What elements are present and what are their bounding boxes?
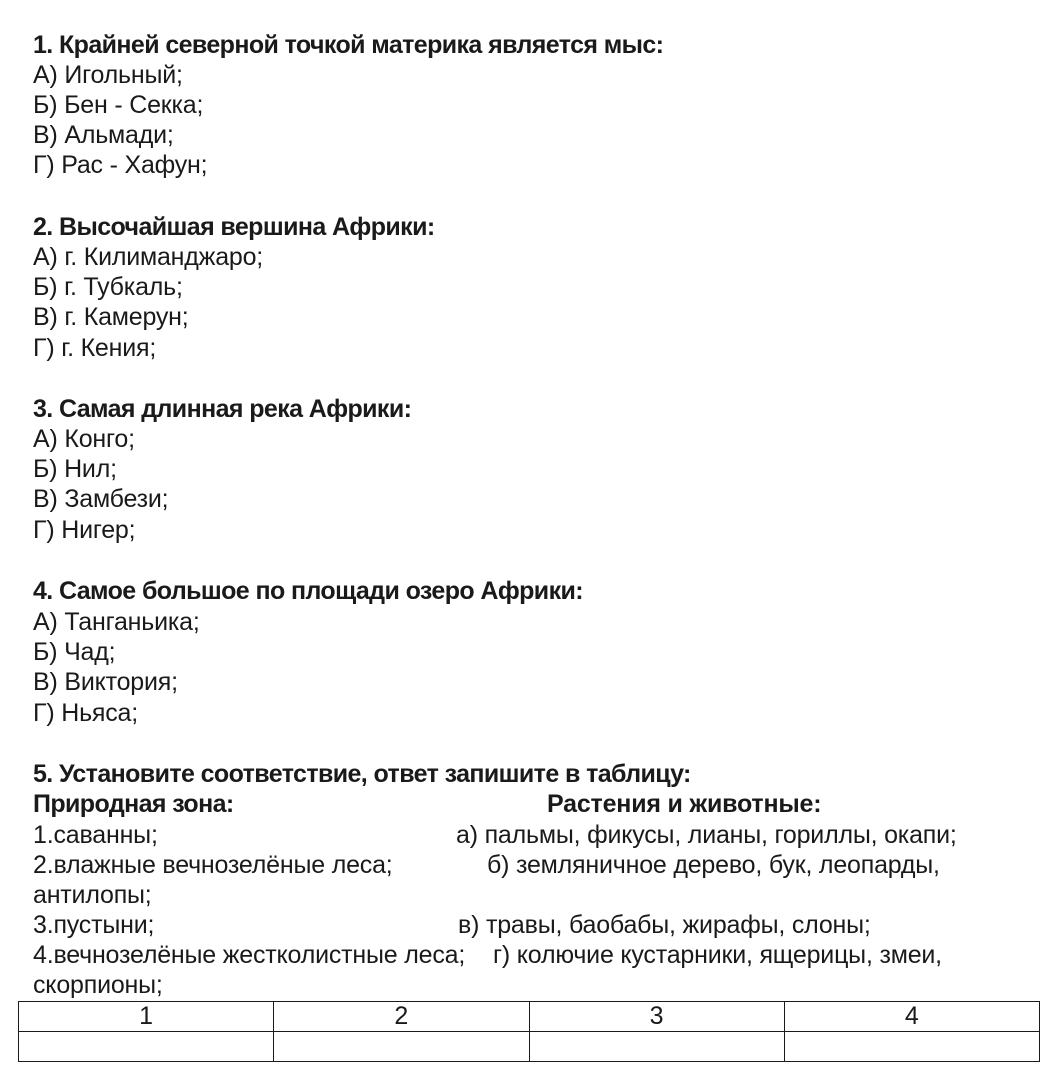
flora-fauna-a: а) пальмы, фикусы, лианы, гориллы, окапи; <box>456 821 957 849</box>
question-1-title: 1. Крайней северной точкой материка является мыс: <box>33 31 664 59</box>
question-2-option-c: В) г. Камерун; <box>33 303 189 331</box>
question-3-title: 3. Самая длинная река Африки: <box>33 395 412 423</box>
question-2-title: 2. Высочайшая вершина Африки: <box>33 213 435 241</box>
question-4-option-c: В) Виктория; <box>33 668 178 696</box>
question-1-option-c: В) Альмади; <box>33 121 174 149</box>
answer-table-header-row <box>19 1002 1040 1032</box>
answer-table-header-4: 4 <box>784 1002 1039 1032</box>
answer-cell-4[interactable] <box>784 1032 1039 1062</box>
zones-header: Природная зона: <box>33 790 234 818</box>
question-3-option-c: В) Замбези; <box>33 485 169 513</box>
answer-table-answer-row <box>19 1032 1040 1062</box>
question-2-option-b: Б) г. Тубкаль; <box>33 273 183 301</box>
question-3-option-d: Г) Нигер; <box>33 516 136 544</box>
question-5-title: 5. Установите соответствие, ответ запишите в таблицу: <box>33 760 691 788</box>
question-3-option-a: А) Конго; <box>33 425 135 453</box>
answer-cell-3[interactable] <box>529 1032 784 1062</box>
flora-fauna-header: Растения и животные: <box>547 790 822 818</box>
zone-3: 3.пустыни; <box>33 911 155 939</box>
answer-table <box>18 1001 1040 1062</box>
flora-fauna-d: г) колючие кустарники, ящерицы, змеи, <box>493 941 942 969</box>
answer-cell-1[interactable] <box>19 1032 274 1062</box>
question-1-option-d: Г) Рас - Хафун; <box>33 151 208 179</box>
zone-1: 1.саванны; <box>33 821 158 849</box>
answer-table-header-2: 2 <box>274 1002 529 1032</box>
answer-table-header-1: 1 <box>19 1002 274 1032</box>
zone-4: 4.вечнозелёные жестколистные леса; <box>33 941 466 969</box>
question-4-option-a: А) Танганьика; <box>33 608 200 636</box>
zone-2: 2.влажные вечнозелёные леса; <box>33 851 393 879</box>
flora-fauna-d-continued: скорпионы; <box>33 971 163 999</box>
flora-fauna-c: в) травы, баобабы, жирафы, слоны; <box>458 911 871 939</box>
question-2-option-d: Г) г. Кения; <box>33 334 157 362</box>
flora-fauna-b-continued: антилопы; <box>33 881 152 909</box>
question-2-option-a: А) г. Килиманджаро; <box>33 243 264 271</box>
question-1-option-a: А) Игольный; <box>33 61 183 89</box>
flora-fauna-b: б) земляничное дерево, бук, леопарды, <box>487 851 940 879</box>
question-4-option-d: Г) Ньяса; <box>33 699 138 727</box>
answer-cell-2[interactable] <box>274 1032 529 1062</box>
question-1-option-b: Б) Бен - Секка; <box>33 91 204 119</box>
question-4-option-b: Б) Чад; <box>33 638 116 666</box>
answer-table-header-3: 3 <box>529 1002 784 1032</box>
question-4-title: 4. Самое большое по площади озеро Африки: <box>33 577 583 605</box>
question-3-option-b: Б) Нил; <box>33 455 117 483</box>
